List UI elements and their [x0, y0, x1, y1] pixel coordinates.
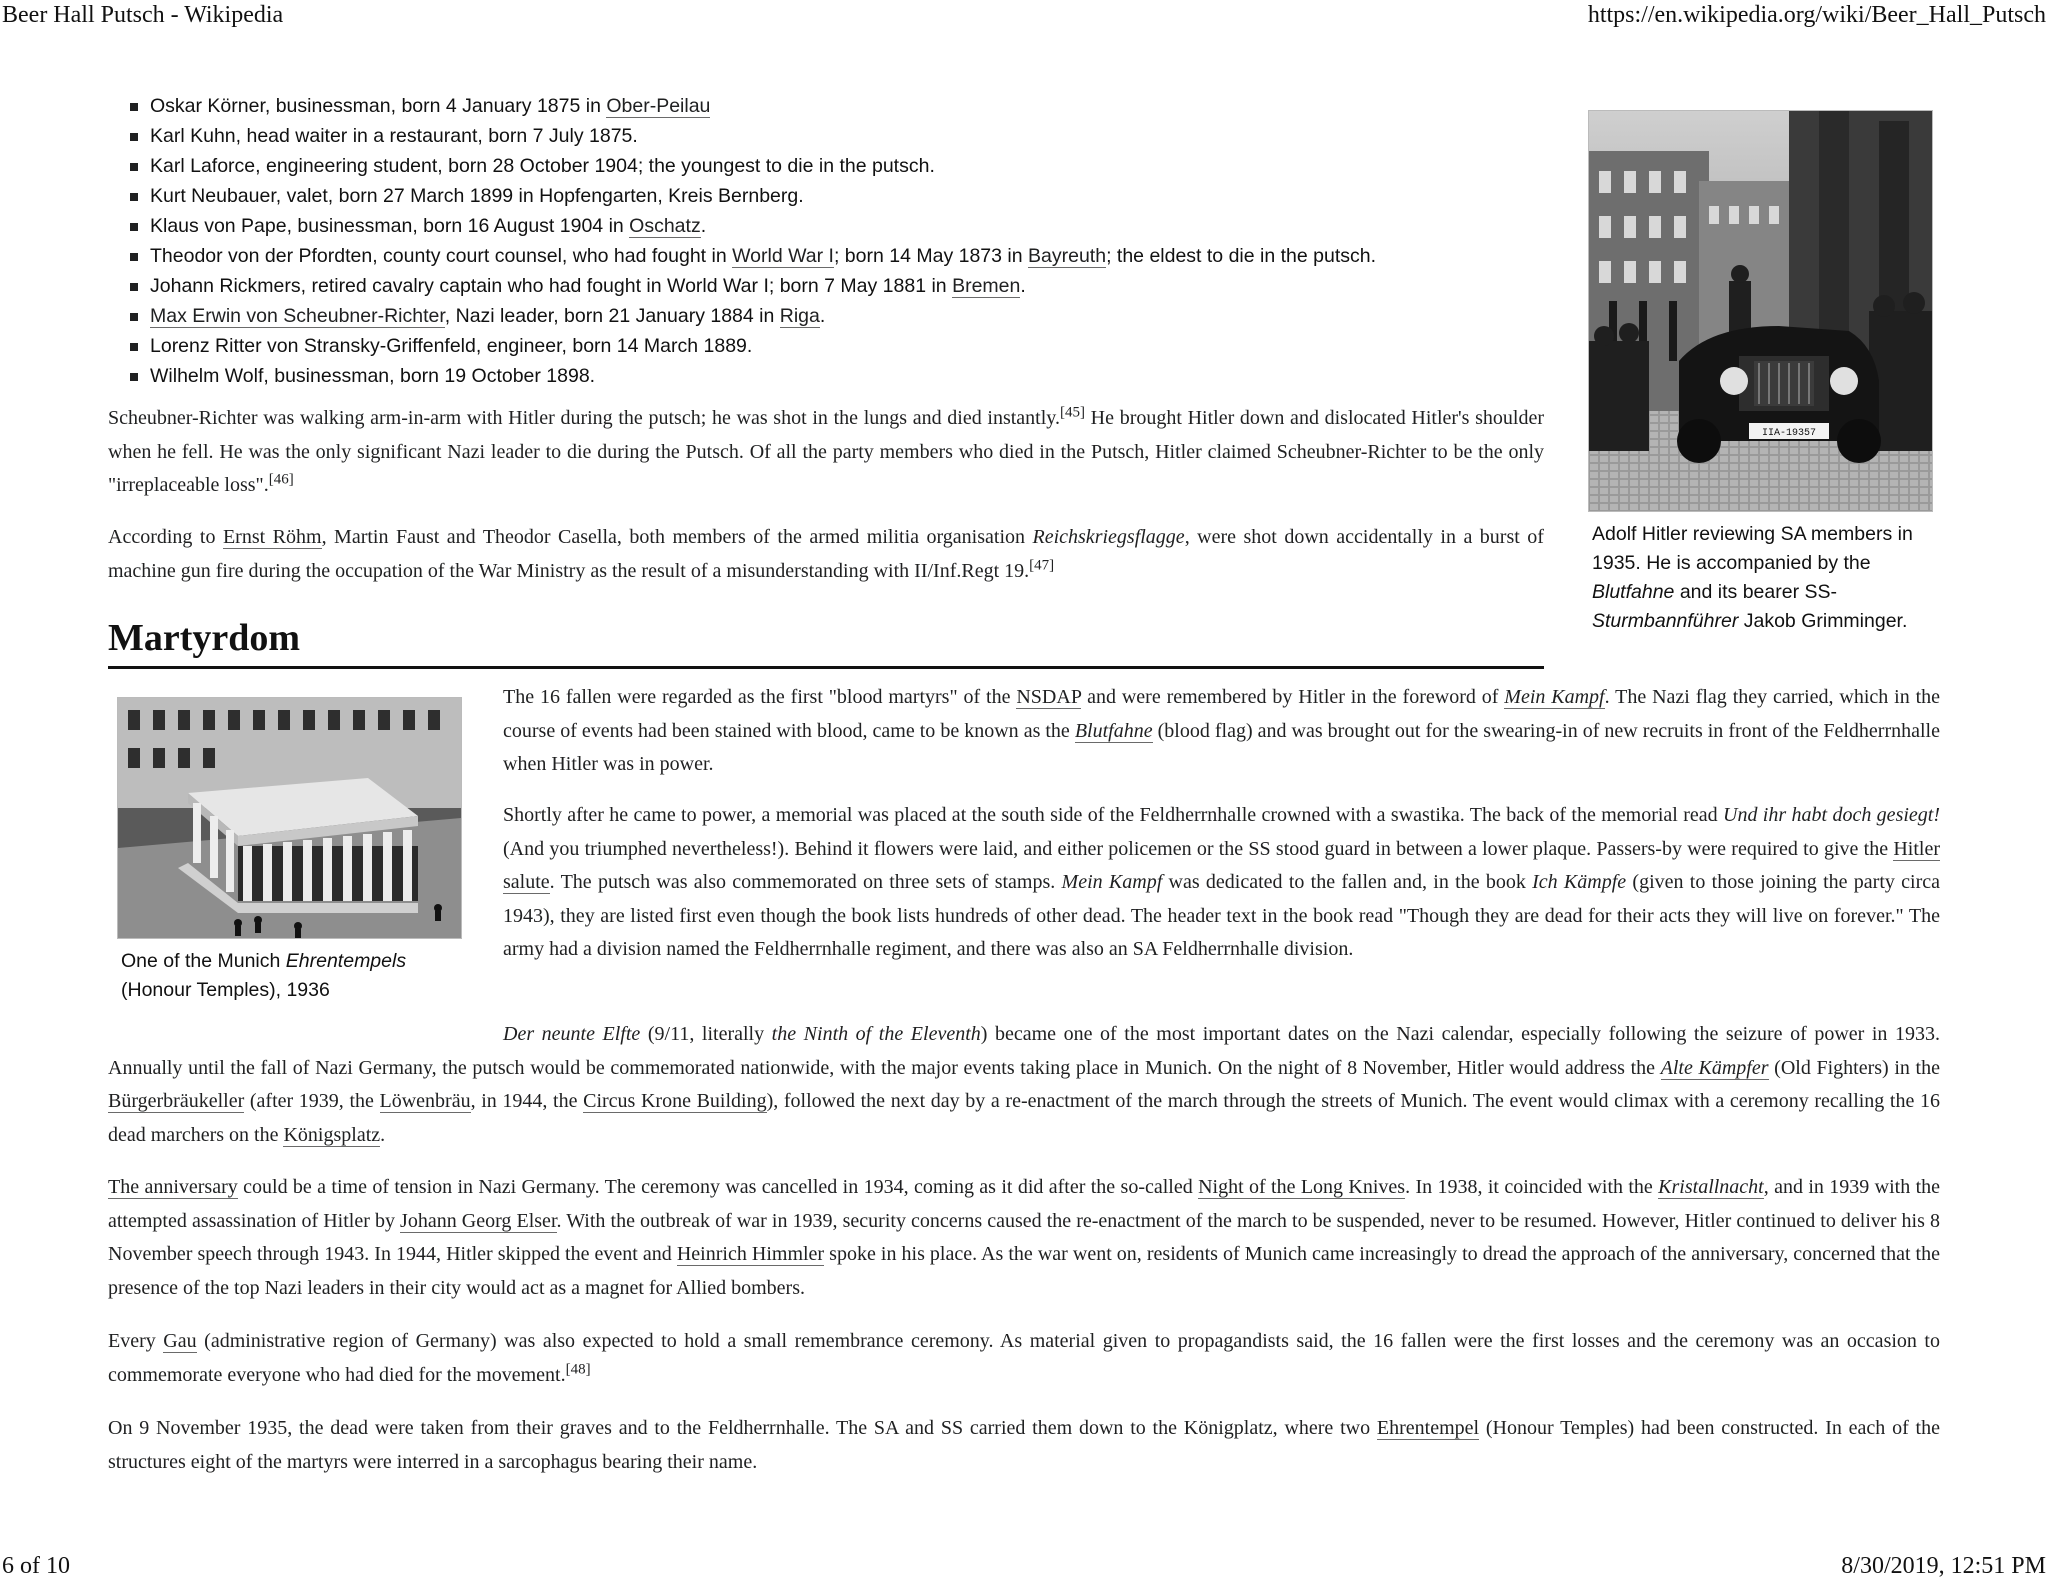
link-circus-krone[interactable]: Circus Krone Building	[583, 1090, 767, 1112]
license-plate-text: IIA-19357	[1761, 428, 1817, 439]
figure-hitler-review	[1588, 110, 1933, 636]
link-nsdap[interactable]: NSDAP	[1016, 686, 1082, 708]
link-ober-peilau[interactable]: Ober-Peilau	[606, 95, 711, 117]
link-bayreuth[interactable]: Bayreuth	[1028, 245, 1107, 267]
link-ehrentempel[interactable]: Ehrentempel	[1376, 1417, 1480, 1439]
paragraph-reichskriegsflagge: According to Ernst Röhm, Martin Faust and Theodor Casella, both members of the armed militia organisation Reichskriegsflagge, were shot down accidentally in a burst of machine gun fire during the occupation of the War Ministry as the result of a misunderstanding with II/Inf.Regt 19.[47]	[108, 526, 1544, 582]
link-scheubner-richter[interactable]: Max Erwin von Scheubner-Richter	[150, 305, 445, 327]
link-ernst-rohm[interactable]: Ernst Röhm	[222, 526, 322, 548]
link-johann-georg-elser[interactable]: Johann Georg Elser	[400, 1209, 557, 1232]
link-night-of-long-knives[interactable]: Night of the Long Knives	[1198, 1176, 1406, 1198]
citation-46[interactable]: [46]	[268, 471, 294, 488]
link-konigsplatz[interactable]: Königsplatz	[283, 1123, 381, 1146]
link-lowenbrau[interactable]: Löwenbräu	[379, 1090, 471, 1112]
link-heinrich-himmler[interactable]: Heinrich Himmler	[676, 1243, 825, 1265]
paragraph-memorial: Shortly after he came to power, a memorial was placed at the south side of the Feldherrnhalle crowned with a swastika. The back of the memorial read Und ihr habt doch gesiegt! (And you triumphed nevertheless!). Behind it flowers were laid, and either policemen or the SS stood guard in between a lower plaque. Passers-by were required to give the Hitler salute. The putsch was also commemorated on three sets of stamps. Mein Kampf was dedicated to the fallen and, in the book Ich Kämpfe (given to those joining the party circa 1943), they are listed first even though the book lists hundreds of other dead. The header text in the book read "Though they are dead for their acts they will live on forever." The army had a division named the Feldherrnhalle regiment, and there was also an SA Feldherrnhalle division.	[503, 804, 1940, 960]
list-item: Oskar Körner, businessman, born 4 January 1875 in Ober-Peilau	[150, 91, 1530, 121]
link-blutfahne[interactable]: Blutfahne	[1074, 719, 1153, 742]
link-the-anniversary[interactable]: The anniversary	[108, 1176, 238, 1198]
citation-47[interactable]: [47]	[1029, 556, 1055, 573]
paragraph-scheubner-richter: Scheubner-Richter was walking arm-in-arm with Hitler during the putsch; he was shot in the lungs and died instantly.[45] He brought Hitler down and dislocated Hitler's shoulder when he fell. He was the only significant Nazi leader to die during the Putsch. Of all the party members who died in the Putsch, Hitler claimed Scheubner-Richter to be the only "irreplaceable loss".[46]	[108, 404, 1544, 496]
list-item: Theodor von der Pfordten, county court counsel, who had fought in World War I; born 14 May 1873 in Bayreuth; the eldest to die in the putsch.	[150, 241, 1530, 271]
citation-48[interactable]: [48]	[565, 1360, 591, 1377]
photo-ehrentempel[interactable]	[117, 697, 462, 939]
list-item: Lorenz Ritter von Stransky-Griffenfeld, engineer, born 14 March 1889.	[150, 331, 1530, 361]
citation-45[interactable]: [45]	[1060, 404, 1085, 421]
link-burgerbraukeller[interactable]: Bürgerbräukeller	[108, 1090, 245, 1112]
link-oschatz[interactable]: Oschatz	[629, 215, 701, 237]
link-world-war-i[interactable]: World War I	[732, 245, 834, 267]
link-riga[interactable]: Riga	[779, 305, 820, 327]
list-item: Karl Laforce, engineering student, born 28 October 1904; the youngest to die in the putsch.	[150, 151, 1530, 181]
figure-caption-left: One of the Munich Ehrentempels (Honour Temples), 1936	[121, 950, 407, 1001]
fallen-list	[150, 91, 1530, 391]
link-mein-kampf[interactable]: Mein Kampf	[1504, 686, 1605, 708]
paragraph-gau: Every Gau (administrative region of Germany) was also expected to hold a small remembrance ceremony. As material given to propagandists said, the 16 fallen were the first losses and the ceremony was an occasion to commemorate everyone who had died for the movement.[48]	[108, 1330, 1940, 1386]
list-item: Kurt Neubauer, valet, born 27 March 1899 in Hopfengarten, Kreis Bernberg.	[150, 181, 1530, 211]
list-item: Klaus von Pape, businessman, born 16 August 1904 in Oschatz.	[150, 211, 1530, 241]
link-bremen[interactable]: Bremen	[952, 275, 1021, 297]
link-alte-kampfer[interactable]: Alte Kämpfer	[1660, 1056, 1769, 1079]
page-counter: 6 of 10	[2, 1553, 70, 1579]
link-kristallnacht[interactable]: Kristallnacht	[1658, 1176, 1764, 1198]
link-gau[interactable]: Gau	[163, 1330, 197, 1352]
paragraph-neunte-elfte: Der neunte Elfte (9/11, literally the Ninth of the Eleventh) became one of the most important dates on the Nazi calendar, especially following the seizure of power in 1933. Annually until the fall of Nazi Germany, the putsch would be commemorated nationwide, with the major events taking place in Munich. On the night of 8 November, Hitler would address the Alte Kämpfer (Old Fighters) in the Bürgerbräukeller (after 1939, the Löwenbräu, in 1944, the Circus Krone Building), followed the next day by a re-enactment of the march through the streets of Munich. The event would climax with a ceremony recalling the 16 dead marchers on the Königsplatz.	[108, 1023, 1941, 1146]
list-item: Wilhelm Wolf, businessman, born 19 October 1898.	[150, 361, 1530, 391]
list-item: Karl Kuhn, head waiter in a restaurant, born 7 July 1875.	[150, 121, 1530, 151]
link-hitler-salute[interactable]: Hitler salute	[503, 837, 1940, 893]
print-timestamp: 8/30/2019, 12:51 PM	[1841, 1553, 2046, 1579]
paragraph-1935: On 9 November 1935, the dead were taken from their graves and to the Feldherrnhalle. The SA and SS carried them down to the Königplatz, where two Ehrentempel (Honour Temples) had been constructed. In each of the structures eight of the martyrs were interred in a sarcophagus bearing their name.	[108, 1417, 1940, 1473]
section-heading-martyrdom: Martyrdom	[108, 612, 1544, 669]
list-item: Johann Rickmers, retired cavalry captain who had fought in World War I; born 7 May 1881 in Bremen.	[150, 271, 1530, 301]
figure-caption-right: Adolf Hitler reviewing SA members in 1935. He is accompanied by the Blutfahne and its bearer SS-Sturmbannführer Jakob Grimminger.	[1592, 523, 1913, 632]
page-url-header: https://en.wikipedia.org/wiki/Beer_Hall_Putsch	[1587, 2, 2046, 28]
page-title-header: Beer Hall Putsch - Wikipedia	[2, 2, 284, 28]
photo-hitler-reviewing-sa[interactable]	[1588, 110, 1933, 512]
paragraph-blood-martyrs: The 16 fallen were regarded as the first "blood martyrs" of the NSDAP and were remembered by Hitler in the foreword of Mein Kampf. The Nazi flag they carried, which in the course of events had been stained with blood, came to be known as the Blutfahne (blood flag) and was brought out for the swearing-in of new recruits in front of the Feldherrnhalle when Hitler was in power.	[503, 686, 1941, 775]
list-item: Max Erwin von Scheubner-Richter, Nazi leader, born 21 January 1884 in Riga.	[150, 301, 1530, 331]
paragraph-anniversary: The anniversary could be a time of tension in Nazi Germany. The ceremony was cancelled in 1934, coming as it did after the so-called Night of the Long Knives. In 1938, it coincided with the Kristallnacht, and in 1939 with the attempted assassination of Hitler by Johann Georg Elser. With the outbreak of war in 1939, security concerns caused the re-enactment of the march to be suspended, never to be resumed. However, Hitler continued to deliver his 8 November speech through 1943. In 1944, Hitler skipped the event and Heinrich Himmler spoke in his place. As the war went on, residents of Munich came increasingly to dread the approach of the anniversary, concerned that the presence of the top Nazi leaders in their city would act as a magnet for Allied bombers.	[108, 1176, 1941, 1299]
figure-ehrentempel	[117, 697, 462, 1005]
